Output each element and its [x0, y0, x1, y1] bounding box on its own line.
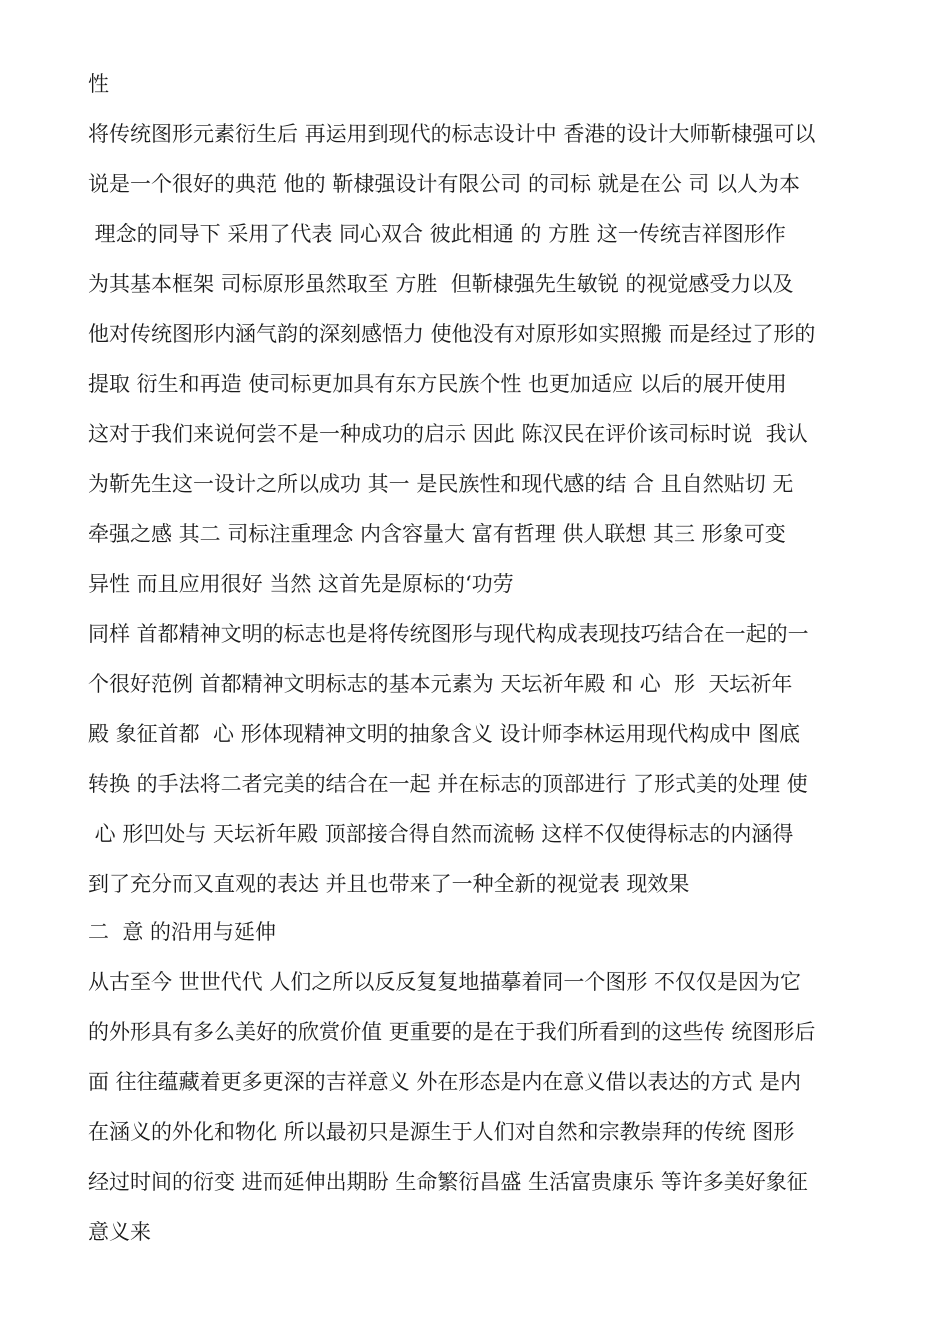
text-line: 为其基本框架 司标原形虽然取至 方胜 但靳棣强先生敏锐 的视觉感受力以及 [88, 272, 794, 296]
text-line: 心 形凹处与 天坛祈年殿 顶部接合得自然而流畅 这样不仅使得标志的内涵得 [88, 822, 794, 846]
text-line: 到了充分而又直观的表达 并且也带来了一种全新的视觉表 现效果 [88, 872, 690, 896]
text-line: 面 往往蕴藏着更多更深的吉祥意义 外在形态是内在意义借以表达的方式 是内 [88, 1070, 802, 1094]
text-line: 殿 象征首都 心 形体现精神文明的抽象含义 设计师李林运用现代构成中 图底 [88, 722, 801, 746]
text-line: 性 [88, 72, 109, 96]
section-heading: 二 意 的沿用与延伸 [88, 920, 277, 944]
text-line: 异性 而且应用很好 当然 这首先是原标的‘功劳 [88, 572, 514, 596]
text-line: 说是一个很好的典范 他的 靳棣强设计有限公司 的司标 就是在公 司 以人为本 [88, 172, 801, 196]
text-line: 在涵义的外化和物化 所以最初只是源生于人们对自然和宗教崇拜的传统 图形 [88, 1120, 795, 1144]
text-line: 从古至今 世世代代 人们之所以反反复复地描摹着同一个图形 不仅仅是因为它 [88, 970, 802, 994]
text-line: 牵强之感 其二 司标注重理念 内含容量大 富有哲理 供人联想 其三 形象可变 [88, 522, 786, 546]
text-line: 的外形具有多么美好的欣赏价值 更重要的是在于我们所看到的这些传 统图形后 [88, 1020, 816, 1044]
text-line: 同样 首都精神文明的标志也是将传统图形与现代构成表现技巧结合在一起的一 [88, 622, 809, 646]
text-line: 意义来 [88, 1220, 151, 1244]
text-line: 将传统图形元素衍生后 再运用到现代的标志设计中 香港的设计大师靳棣强可以 [88, 122, 816, 146]
text-line: 他对传统图形内涵气韵的深刻感悟力 使他没有对原形如实照搬 而是经过了形的 [88, 322, 816, 346]
text-line: 这对于我们来说何尝不是一种成功的启示 因此 陈汉民在评价该司标时说 我认 [88, 422, 808, 446]
text-line: 为靳先生这一设计之所以成功 其一 是民族性和现代感的结 合 且自然贴切 无 [88, 472, 794, 496]
text-line: 提取 衍生和再造 使司标更加具有东方民族个性 也更加适应 以后的展开使用 [88, 372, 787, 396]
text-line: 个很好范例 首都精神文明标志的基本元素为 天坛祈年殿 和 心 形 天坛祈年 [88, 672, 793, 696]
text-line: 经过时间的衍变 进而延伸出期盼 生命繁衍昌盛 生活富贵康乐 等许多美好象征 [88, 1170, 808, 1194]
text-line: 转换 的手法将二者完美的结合在一起 并在标志的顶部进行 了形式美的处理 使 [88, 772, 808, 796]
text-line: 理念的同导下 采用了代表 同心双合 彼此相通 的 方胜 这一传统吉祥图形作 [88, 222, 786, 246]
